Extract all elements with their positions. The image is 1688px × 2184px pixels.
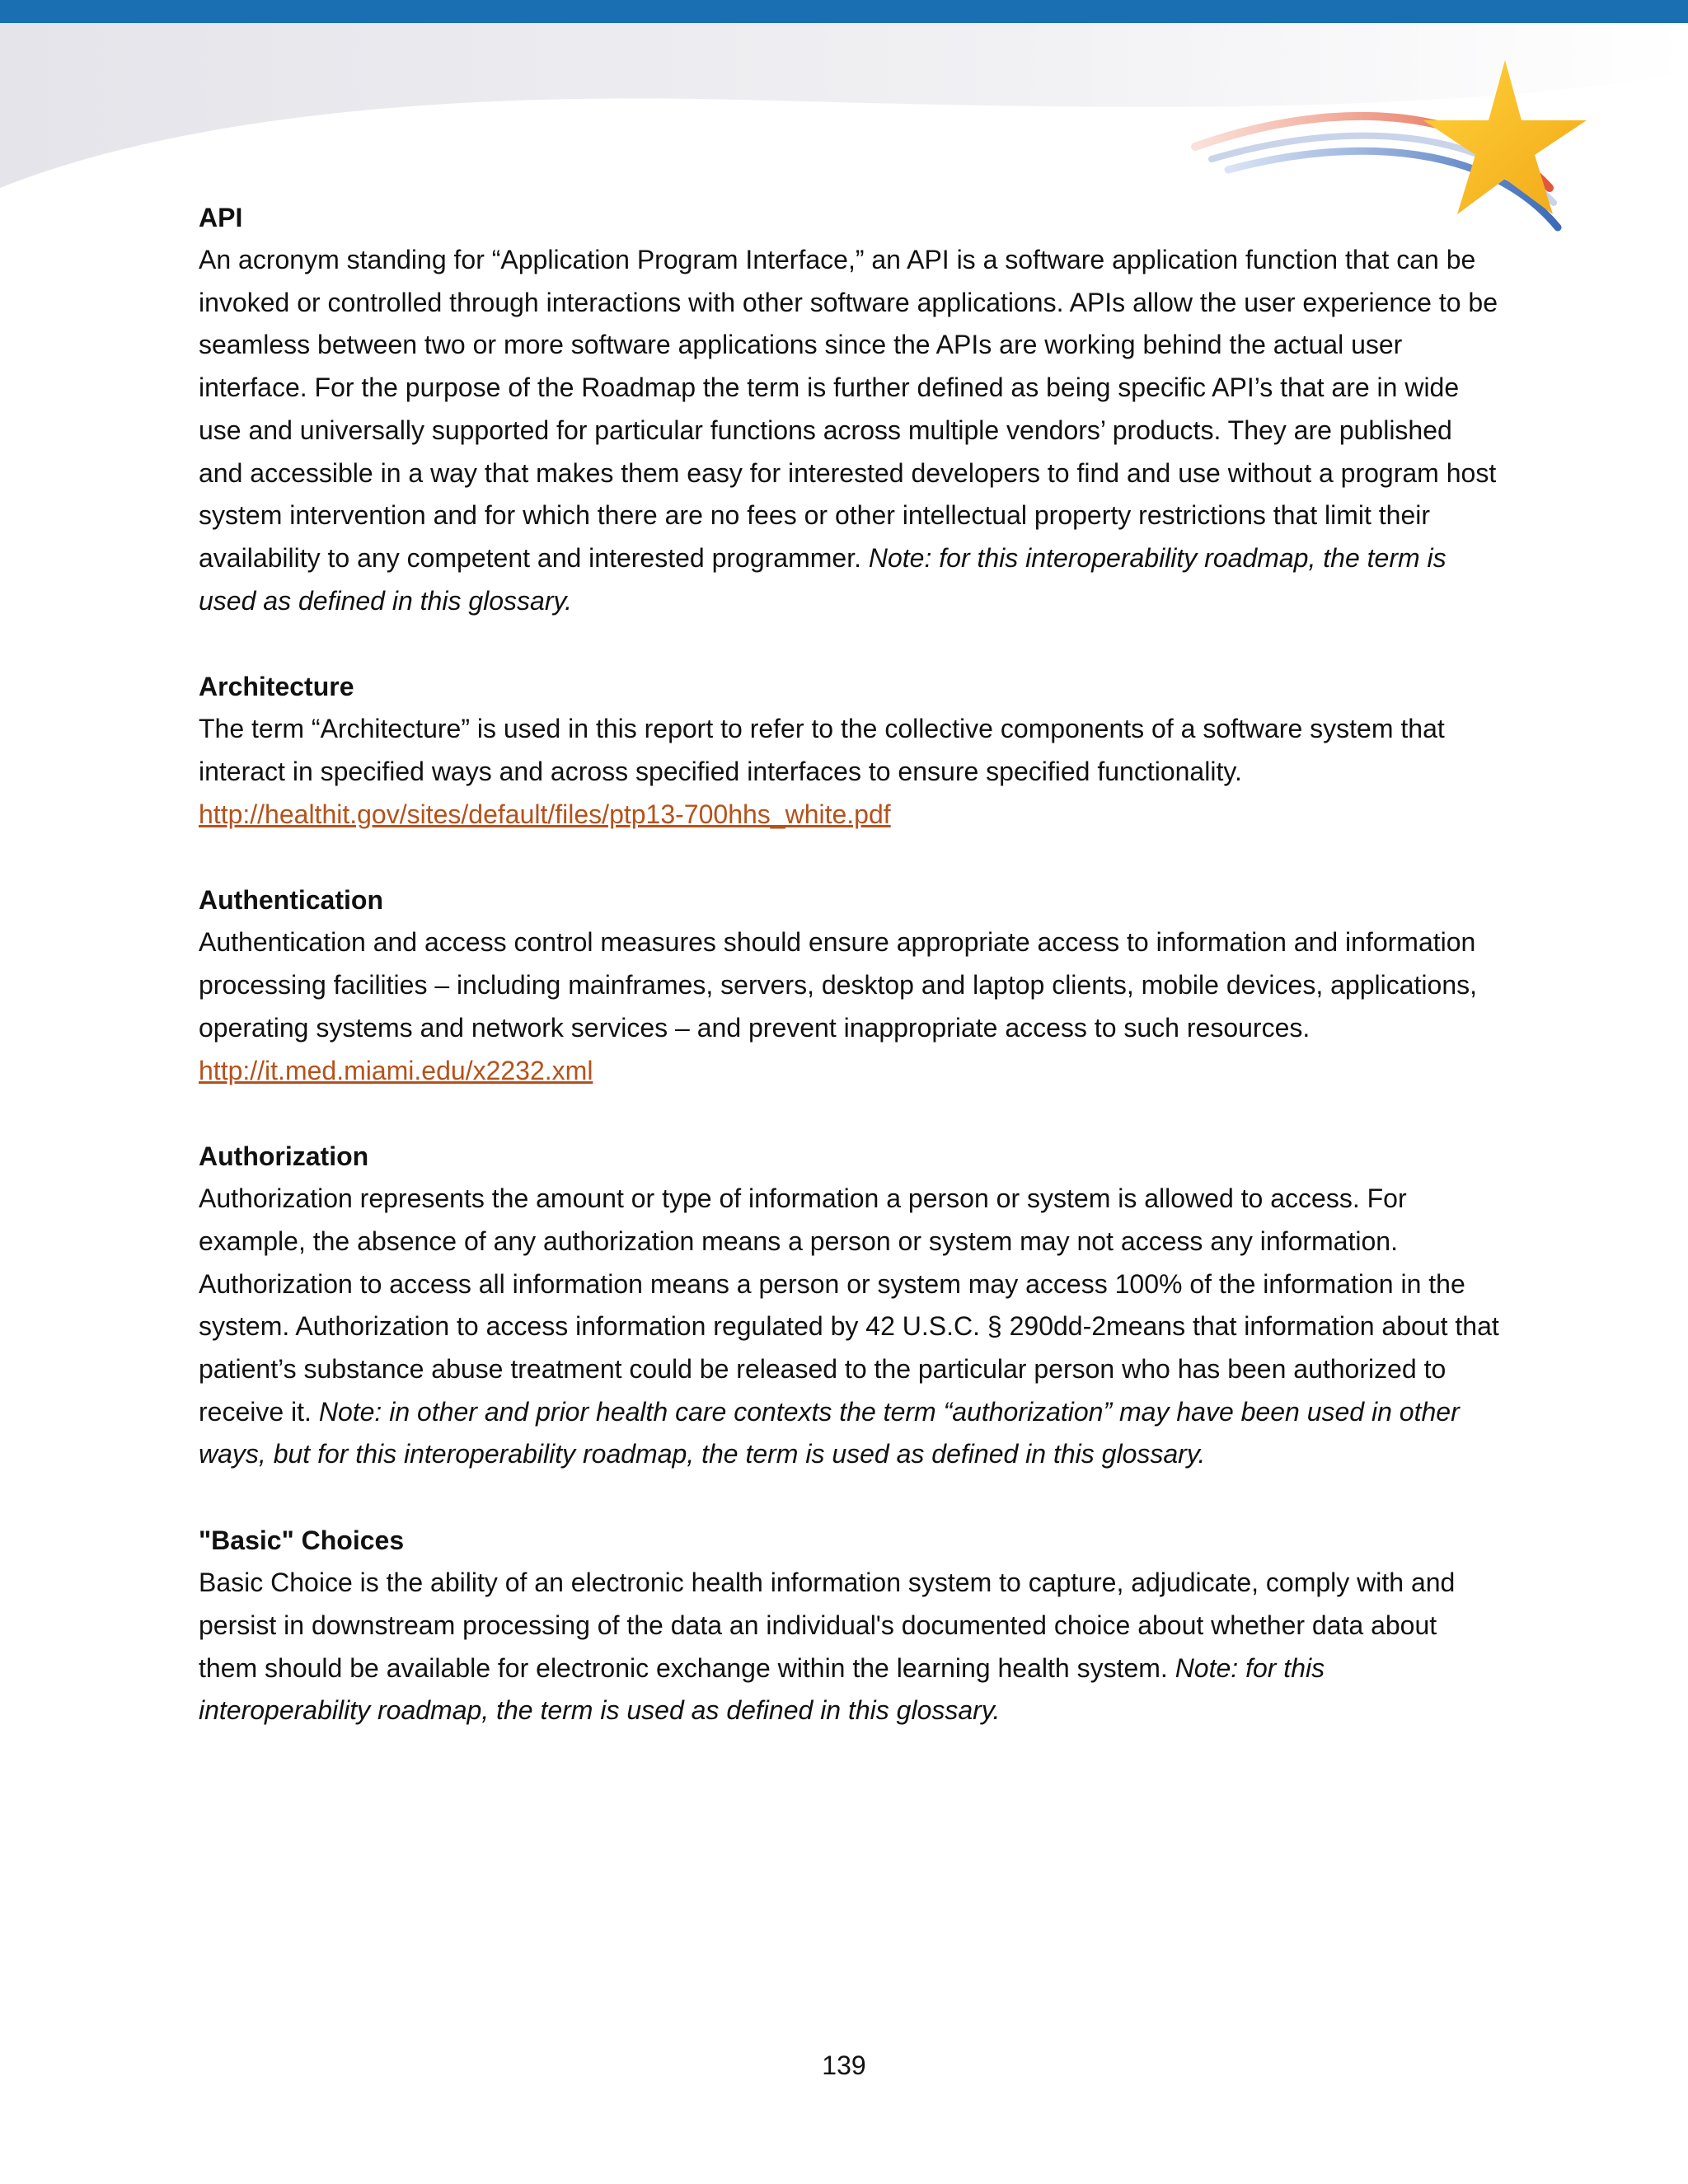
term-note: Note: in other and prior health care contexts the term “authorization” may have been used in other ways, but for this interoperability roadmap, the term is used as defined in this glossary. (199, 1396, 1460, 1469)
term-definition: Basic Choice is the ability of an electronic health information system to capture, adjudicate, comply with and persist in downstream processing of the data an individual's documented choice about whether data about them should be available for electronic exchange within the learning health system. Note: for this interoperability roadmap, the term is used as defined in this glossary. (199, 1568, 1456, 1726)
term-heading: "Basic" Choices (199, 1526, 405, 1556)
reference-link[interactable]: http://healthit.gov/sites/default/files/ptp13-700hhs_white.pdf (199, 799, 891, 829)
term-definition: The term “Architecture” is used in this report to refer to the collective components of a software system that interact in specified ways and across specified interfaces to ensure specified functionality. (199, 714, 1445, 787)
glossary-entry-authorization (199, 1135, 1501, 1476)
glossary-entry-basic-choices (199, 1519, 1501, 1732)
term-heading: Authorization (199, 1141, 369, 1172)
term-note: Note: for this interoperability roadmap, the term is used as defined in this glossary. (199, 542, 1447, 616)
page-number: 139 (822, 2050, 866, 2080)
term-definition: Authentication and access control measures should ensure appropriate access to information and information processing facilities – including mainframes, servers, desktop and laptop clients, mobile devices, applications, operating systems and network services – and prevent inappropriate access to such resources. (199, 927, 1477, 1043)
term-heading: Architecture (199, 672, 354, 702)
header-band (0, 0, 1688, 23)
glossary-entry-api (199, 196, 1501, 622)
term-heading: API (199, 203, 243, 232)
reference-link[interactable]: http://it.med.miami.edu/x2232.xml (199, 1055, 593, 1085)
term-heading: Authentication (199, 885, 383, 916)
term-note: Note: for this interoperability roadmap, the term is used as defined in this glossary. (199, 1652, 1325, 1726)
glossary-entry-architecture (199, 665, 1501, 836)
term-definition: An acronym standing for “Application Program Interface,” an API is a software application function that can be invoked or controlled through interactions with other software applications. APIs allow the user experience to be seamless between two or more software applications since the APIs are working behind the actual user interface. For the purpose of the Roadmap the term is further defined as being specific API’s that are in wide use and universally supported for particular functions across multiple vendors’ products. They are published and accessible in a way that makes them easy for interested developers to find and use without a program host system intervention and for which there are no fees or other intellectual property restrictions that limit their availability to any competent and interested programmer. Note: for this interoperability roadmap, the term is used as defined in this glossary. (199, 245, 1498, 616)
term-definition: Authorization represents the amount or type of information a person or system is allowed to access. For example, the absence of any authorization means a person or system may not access any information. Authorization to access all information means a person or system may access 100% of the information in the system. Authorization to access information regulated by 42 U.S.C. § 290dd-2means that information about that patient’s substance abuse treatment could be released to the particular person who has been authorized to receive it. Note: in other and prior health care contexts the term “authorization” may have been used in other ways, but for this interoperability roadmap, the term is used as defined in this glossary. (199, 1183, 1499, 1469)
glossary-entry-authentication (199, 879, 1501, 1092)
glossary-content (199, 196, 1501, 1775)
